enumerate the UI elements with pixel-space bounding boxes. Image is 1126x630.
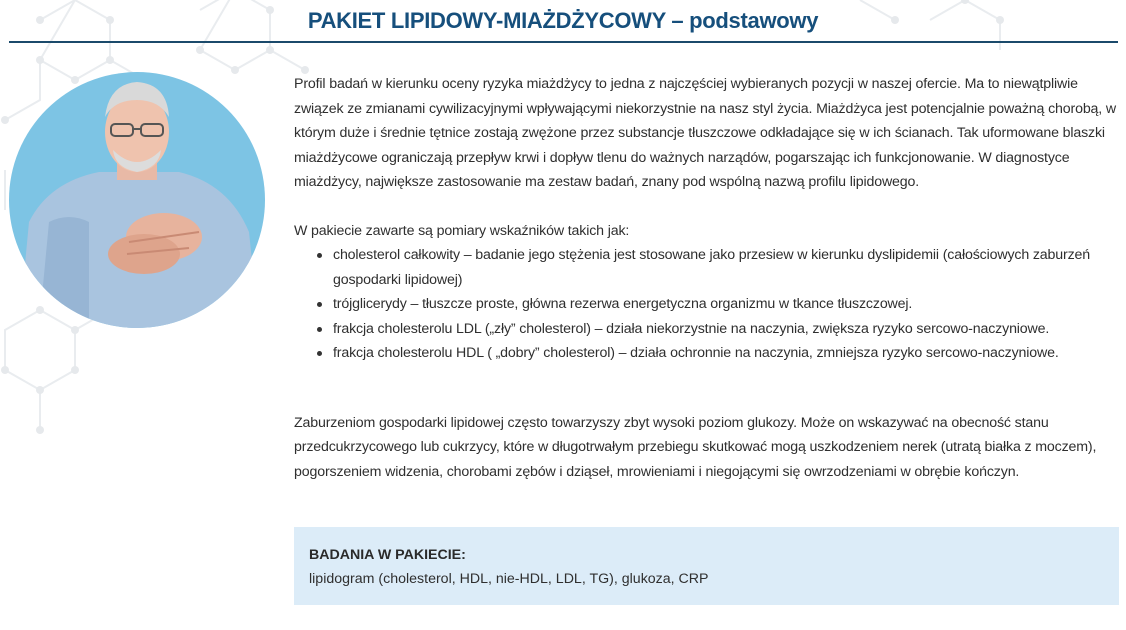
- tests-box-list: lipidogram (cholesterol, HDL, nie-HDL, LDL, TG), glukoza, CRP: [309, 571, 709, 587]
- man-clutching-chest-photo: [9, 72, 265, 328]
- closing-paragraph: Zaburzeniom gospodarki lipidowej często towarzyszy zbyt wysoki poziom glukozy. Może on wskazywać na obecność stanu przedcukrzycowego lub cukrzycy, które w długotrwałym przebiegu skutkować mogą uszkodzeniem nerek (utratą białka z moczem), pogorszeniem widzenia, chorobami zębów i dziąseł, mrowieniami i niegojącymi się owrzodzeniami w obrębie kończyn.: [294, 414, 1097, 480]
- page-title: PAKIET LIPIDOWY-MIAŻDŻYCOWY – podstawowy: [307, 8, 819, 33]
- tests-in-package-box: [294, 527, 1119, 605]
- article-body: [294, 72, 1120, 484]
- title-divider: [9, 41, 1118, 43]
- list-intro: W pakiecie zawarte są pomiary wskaźników takich jak:: [294, 222, 630, 239]
- tests-box-heading: BADANIA W PAKIECIE:: [309, 547, 466, 563]
- list-item: frakcja cholesterolu LDL („zły” cholesterol) – działa niekorzystnie na naczynia, zwiększa ryzyko sercowo-naczyniowe.: [333, 317, 1120, 342]
- list-item: frakcja cholesterolu HDL ( „dobry” cholesterol) – działa ochronnie na naczynia, zmniejsza ryzyko sercowo-naczyniowe.: [333, 341, 1120, 366]
- intro-paragraph: Profil badań w kierunku oceny ryzyka miażdżycy to jedna z najczęściej wybieranych pozycji w naszej ofercie. Ma to niewątpliwie związek ze zmianami cywilizacyjnymi wpływającymi niekorzystnie na nasz styl życia. Miażdżyca jest potencjalnie poważną chorobą, w którym duże i średnie tętnice zostają zwężone przez substancje tłuszczowe odkładające się w ich ścianach. Tak uformowane blaszki miażdżycowe ograniczają przepływ krwi i dopływ tlenu do ważnych narządów, pogarszając ich funkcjonowanie. W diagnostyce miażdżycy, największe zastosowanie ma zestaw badań, znany pod wspólną nazwą profilu lipidowego.: [294, 76, 1116, 190]
- indicators-list: [294, 243, 1120, 366]
- list-item: cholesterol całkowity – badanie jego stężenia jest stosowane jako przesiew w kierunku dyslipidemii (całościowych zaburzeń gospodarki lipidowej): [333, 243, 1120, 292]
- list-item: trójglicerydy – tłuszcze proste, główna rezerwa energetyczna organizmu w tkance tłuszczowej.: [333, 292, 1120, 317]
